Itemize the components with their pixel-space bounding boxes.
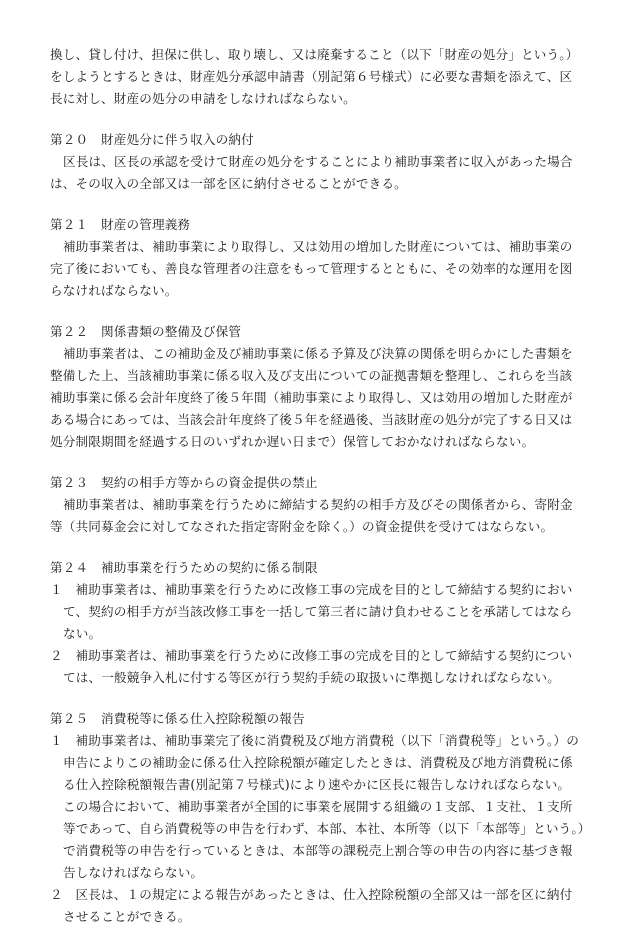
item-line: １ 補助事業者は、補助事業完了後に消費税及び地方消費税（以下「消費税等」という。）の — [50, 733, 579, 748]
text-line: 換し、貸し付け、担保に供し、取り壊し、又は廃棄すること（以下「財産の処分」という。） — [50, 47, 579, 62]
article-heading: 第２２ 関係書類の整備及び保管 — [50, 324, 242, 339]
article-heading: 第２０ 財産処分に伴う収入の納付 — [50, 132, 254, 147]
item-line: この場合において、補助事業者が全国的に事業を展開する組織の１支部、１支社、１支所 — [63, 799, 573, 814]
item-line: ない。 — [63, 626, 102, 641]
item-line: で消費税等の申告を行っているときは、本部等の課税売上割合等の申告の内容に基づき報 — [63, 843, 573, 858]
text-line: 完了後においても、善良な管理者の注意をもって管理するとともに、その効率的な運用を図 — [50, 261, 573, 276]
item-line: ては、一般競争入札に付する等区が行う契約手続の取扱いに準拠しなければならない。 — [63, 670, 561, 685]
article-23 — [50, 472, 580, 538]
article-24 — [50, 557, 580, 689]
text-line: ある場合にあっては、当該会計年度終了後５年を経過後、当該財産の処分が完了する日又は — [50, 412, 573, 427]
item-line: 等であって、自ら消費税等の申告を行わず、本部、本社、本所等（以下「本部等」という。） — [63, 821, 591, 836]
text-line: 処分制限期間を経過する日のいずれか遅い日まで）保管しておかなければならない。 — [50, 434, 535, 449]
text-line: 長に対し、財産の処分の申請をしなければならない。 — [50, 91, 356, 106]
item-line: て、契約の相手方が当該改修工事を一括して第三者に請け負わせることを承諾してはなら — [63, 604, 573, 619]
article-heading: 第２１ 財産の管理義務 — [50, 217, 191, 232]
text-line: 補助事業に係る会計年度終了後５年間（補助事業により取得し、又は効用の増加した財産が — [50, 390, 573, 405]
text-line: 補助事業者は、補助事業により取得し、又は効用の増加した財産については、補助事業の — [63, 239, 573, 254]
item-line: る仕入控除税額報告書(別記第７号様式)により速やかに区長に報告しなければならない。 — [63, 777, 571, 792]
text-line: は、その収入の全部又は一部を区に納付させることができる。 — [50, 176, 407, 191]
article-heading: 第２３ 契約の相手方等からの資金提供の禁止 — [50, 475, 318, 490]
text-line: をしようとするときは、財産処分承認申請書（別記第６号様式）に必要な書類を添えて、区 — [50, 69, 573, 84]
article-25 — [50, 708, 591, 928]
text-line: 補助事業者は、補助事業を行うために締結する契約の相手方及びその関係者から、寄附金 — [63, 497, 573, 512]
article-heading: 第２４ 補助事業を行うための契約に係る制限 — [50, 560, 318, 575]
item-line: させることができる。 — [63, 909, 191, 924]
item-line: ２ 区長は、１の規定による報告があったときは、仕入控除税額の全部又は一部を区に納付 — [50, 887, 573, 902]
item-line: 告しなければならない。 — [63, 865, 204, 880]
item-line: 申告によりこの補助金に係る仕入控除税額が確定したときは、消費税及び地方消費税に係 — [63, 755, 573, 770]
article-20 — [50, 129, 580, 195]
item-line: １ 補助事業者は、補助事業を行うために改修工事の完成を目的として締結する契約におい — [50, 582, 573, 597]
article-21 — [50, 214, 580, 302]
item-line: ２ 補助事業者は、補助事業を行うために改修工事の完成を目的として締結する契約につい — [50, 648, 573, 663]
text-line: 整備した上、当該補助事業に係る収入及び支出についての証拠書類を整理し、これらを当該 — [50, 368, 573, 383]
text-line: らなければならない。 — [50, 283, 178, 298]
text-line: 補助事業者は、この補助金及び補助事業に係る予算及び決算の関係を明らかにした書類を — [63, 346, 573, 361]
text-line: 等（共同募金会に対してなされた指定寄附金を除く。）の資金提供を受けてはならない。 — [50, 519, 554, 534]
article-22 — [50, 321, 580, 453]
intro-paragraph — [50, 44, 580, 110]
article-heading: 第２５ 消費税等に係る仕入控除税額の報告 — [50, 711, 305, 726]
text-line: 区長は、区長の承認を受けて財産の処分をすることにより補助事業者に収入があった場合 — [63, 154, 573, 169]
